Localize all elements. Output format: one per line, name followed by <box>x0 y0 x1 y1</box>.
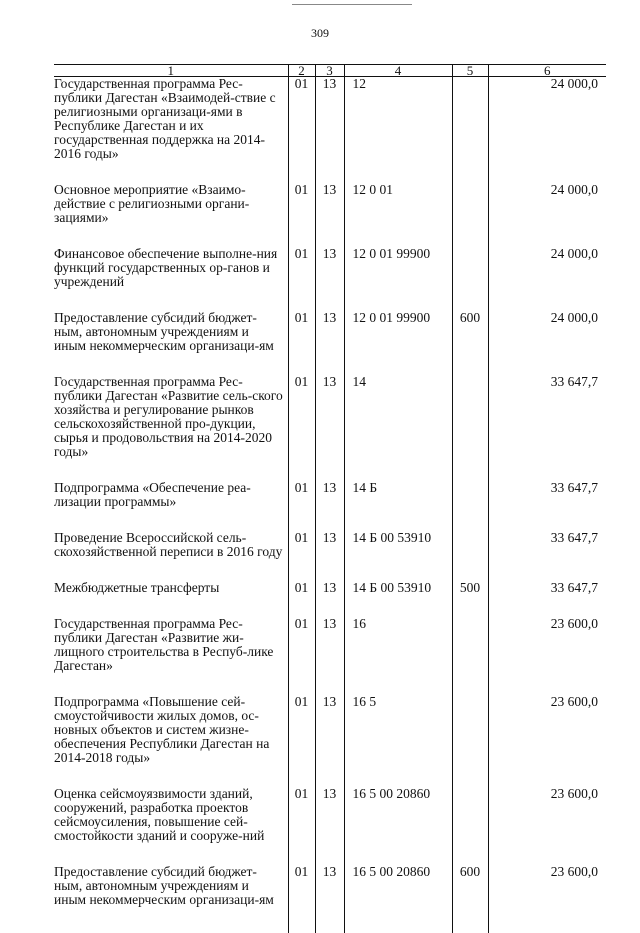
table-row <box>54 531 606 581</box>
row-subsection: 13 <box>315 311 344 375</box>
row-amount: 23 600,0 <box>488 865 606 933</box>
row-amount: 33 647,7 <box>488 581 606 617</box>
row-section: 01 <box>288 787 315 865</box>
row-amount: 33 647,7 <box>488 531 606 581</box>
row-target-code: 12 0 01 <box>344 183 452 247</box>
row-section: 01 <box>288 311 315 375</box>
row-subsection: 13 <box>315 581 344 617</box>
row-subsection: 13 <box>315 77 344 184</box>
row-amount: 23 600,0 <box>488 787 606 865</box>
row-target-code: 12 0 01 99900 <box>344 311 452 375</box>
row-section: 01 <box>288 865 315 933</box>
row-section: 01 <box>288 77 315 184</box>
row-expense-type <box>452 531 488 581</box>
table-row <box>54 311 606 375</box>
row-amount: 24 000,0 <box>488 311 606 375</box>
row-subsection: 13 <box>315 481 344 531</box>
row-section: 01 <box>288 581 315 617</box>
table-row <box>54 247 606 311</box>
row-subsection: 13 <box>315 247 344 311</box>
row-expense-type: 500 <box>452 581 488 617</box>
row-subsection: 13 <box>315 375 344 481</box>
row-name: Межбюджетные трансферты <box>54 581 288 617</box>
table-body <box>54 77 606 933</box>
table-row <box>54 787 606 865</box>
row-amount: 33 647,7 <box>488 375 606 481</box>
row-target-code: 14 Б 00 53910 <box>344 581 452 617</box>
table-row <box>54 481 606 531</box>
row-expense-type <box>452 183 488 247</box>
row-section: 01 <box>288 183 315 247</box>
row-name: Проведение Всероссийской сель-скохозяйственной переписи в 2016 году <box>54 531 288 581</box>
row-target-code: 14 Б <box>344 481 452 531</box>
table-row <box>54 581 606 617</box>
row-section: 01 <box>288 531 315 581</box>
row-subsection: 13 <box>315 865 344 933</box>
table-row <box>54 695 606 787</box>
row-name: Государственная программа Рес-публики Дагестан «Развитие жи-лищного строительства в Респуб-лике Дагестан» <box>54 617 288 695</box>
row-subsection: 13 <box>315 531 344 581</box>
table-row <box>54 865 606 933</box>
row-name: Финансовое обеспечение выполне-ния функций государственных ор-ганов и учреждений <box>54 247 288 311</box>
row-amount: 33 647,7 <box>488 481 606 531</box>
table-row <box>54 617 606 695</box>
header-col-1: 1 <box>54 65 288 77</box>
row-amount: 24 000,0 <box>488 247 606 311</box>
row-section: 01 <box>288 481 315 531</box>
header-row <box>54 65 606 77</box>
row-target-code: 14 Б 00 53910 <box>344 531 452 581</box>
row-amount: 23 600,0 <box>488 695 606 787</box>
row-name: Подпрограмма «Повышение сей-смоустойчивости жилых домов, ос-новных объектов и систем жизне-обеспечения Республики Дагестан на 2014-2018 годы» <box>54 695 288 787</box>
row-target-code: 14 <box>344 375 452 481</box>
row-section: 01 <box>288 617 315 695</box>
row-section: 01 <box>288 375 315 481</box>
row-expense-type <box>452 695 488 787</box>
row-name: Оценка сейсмоуязвимости зданий, сооружений, разработка проектов сейсмоусиления, повышение сей-смостойкости зданий и сооруже-ний <box>54 787 288 865</box>
row-expense-type: 600 <box>452 865 488 933</box>
row-target-code: 12 <box>344 77 452 184</box>
row-amount: 24 000,0 <box>488 77 606 184</box>
table-row <box>54 77 606 184</box>
header-col-2: 2 <box>288 65 315 77</box>
row-amount: 23 600,0 <box>488 617 606 695</box>
row-name: Государственная программа Рес-публики Дагестан «Взаимодей-ствие с религиозными организаци-ями в Республике Дагестан и их государственная поддержка на 2014-2016 годы» <box>54 77 288 184</box>
row-expense-type <box>452 481 488 531</box>
row-subsection: 13 <box>315 787 344 865</box>
row-target-code: 12 0 01 99900 <box>344 247 452 311</box>
row-subsection: 13 <box>315 617 344 695</box>
row-target-code: 16 <box>344 617 452 695</box>
header-col-5: 5 <box>452 65 488 77</box>
table-row <box>54 183 606 247</box>
row-target-code: 16 5 00 20860 <box>344 787 452 865</box>
table-header <box>54 65 606 77</box>
row-expense-type <box>452 77 488 184</box>
row-section: 01 <box>288 247 315 311</box>
budget-table <box>54 64 606 933</box>
page-number: 309 <box>0 26 640 41</box>
header-col-4: 4 <box>344 65 452 77</box>
row-expense-type <box>452 617 488 695</box>
row-expense-type: 600 <box>452 311 488 375</box>
row-amount: 24 000,0 <box>488 183 606 247</box>
row-target-code: 16 5 00 20860 <box>344 865 452 933</box>
row-name: Государственная программа Рес-публики Дагестан «Развитие сель-ского хозяйства и регулирование рынков сельскохозяйственной про-дукции, сырья и продовольствия на 2014-2020 годы» <box>54 375 288 481</box>
row-name: Предоставление субсидий бюджет-ным, автономным учреждениям и иным некоммерческим организаци-ям <box>54 865 288 933</box>
row-expense-type <box>452 247 488 311</box>
row-subsection: 13 <box>315 183 344 247</box>
row-name: Предоставление субсидий бюджет-ным, автономным учреждениям и иным некоммерческим организаци-ям <box>54 311 288 375</box>
table-row <box>54 375 606 481</box>
row-subsection: 13 <box>315 695 344 787</box>
row-name: Основное мероприятие «Взаимо-действие с религиозными органи-зациями» <box>54 183 288 247</box>
header-col-3: 3 <box>315 65 344 77</box>
row-name: Подпрограмма «Обеспечение реа-лизации программы» <box>54 481 288 531</box>
top-rule <box>292 4 412 5</box>
row-expense-type <box>452 787 488 865</box>
row-section: 01 <box>288 695 315 787</box>
header-col-6: 6 <box>488 65 606 77</box>
row-expense-type <box>452 375 488 481</box>
row-target-code: 16 5 <box>344 695 452 787</box>
